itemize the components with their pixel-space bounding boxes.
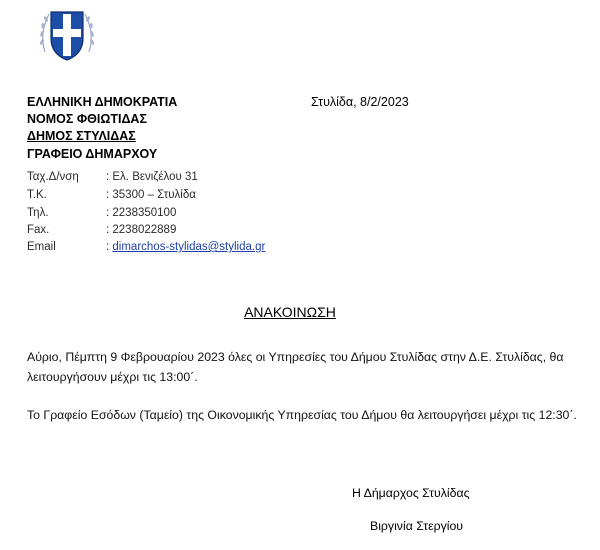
contact-label-address: Ταχ.Δ/νση [27, 171, 79, 183]
announcement-paragraph: Το Γραφείο Εσόδων (Ταμείο) της Οικονομικής Υπηρεσίας του Δήμου θα λειτουργήσει μέχρι τις 12:30΄. [27, 408, 577, 422]
announcement-title: ΑΝΑΚΟΙΝΩΣΗ [244, 304, 336, 320]
contact-value-phone: : 2238350100 [106, 207, 177, 219]
announcement-paragraph: Αύριο, Πέμπτη 9 Φεβρουαρίου 2023 όλες οι Υπηρεσίες του Δήμου Στυλίδας στην Δ.Ε. Στυλίδας, θα λειτουργήσουν μέχρι τις 13:00΄. [27, 350, 564, 384]
signature-role: Η Δήμαρχος Στυλίδας [352, 486, 470, 500]
greek-coat-of-arms-icon [35, 2, 99, 66]
signature-name: Βιργινία Στεργίου [370, 519, 464, 533]
contact-label-postcode: Τ.Κ. [27, 189, 47, 201]
prefecture-name: ΝΟΜΟΣ ΦΘΙΩΤΙΔΑΣ [27, 112, 147, 126]
email-link[interactable]: dimarchos-stylidas@stylida.gr [112, 241, 266, 253]
contact-label-fax: Fax. [27, 224, 50, 236]
email-prefix: : [106, 241, 113, 253]
municipality-name: ΔΗΜΟΣ ΣΤΥΛΙΔΑΣ [27, 129, 136, 143]
contact-value-fax: : 2238022889 [106, 224, 177, 236]
country-name: ΕΛΛΗΝΙΚΗ ΔΗΜΟΚΡΑΤΙΑ [27, 95, 178, 109]
contact-value-postcode: : 35300 – Στυλίδα [106, 189, 196, 201]
contact-value-email [106, 240, 265, 255]
contact-value-address: : Ελ. Βενιζέλου 31 [106, 171, 198, 183]
contact-label-email: Email [27, 241, 56, 253]
place-date: Στυλίδα, 8/2/2023 [311, 95, 409, 109]
office-name: ΓΡΑΦΕΙΟ ΔΗΜΑΡΧΟΥ [27, 147, 158, 161]
contact-label-phone: Τηλ. [27, 207, 49, 219]
